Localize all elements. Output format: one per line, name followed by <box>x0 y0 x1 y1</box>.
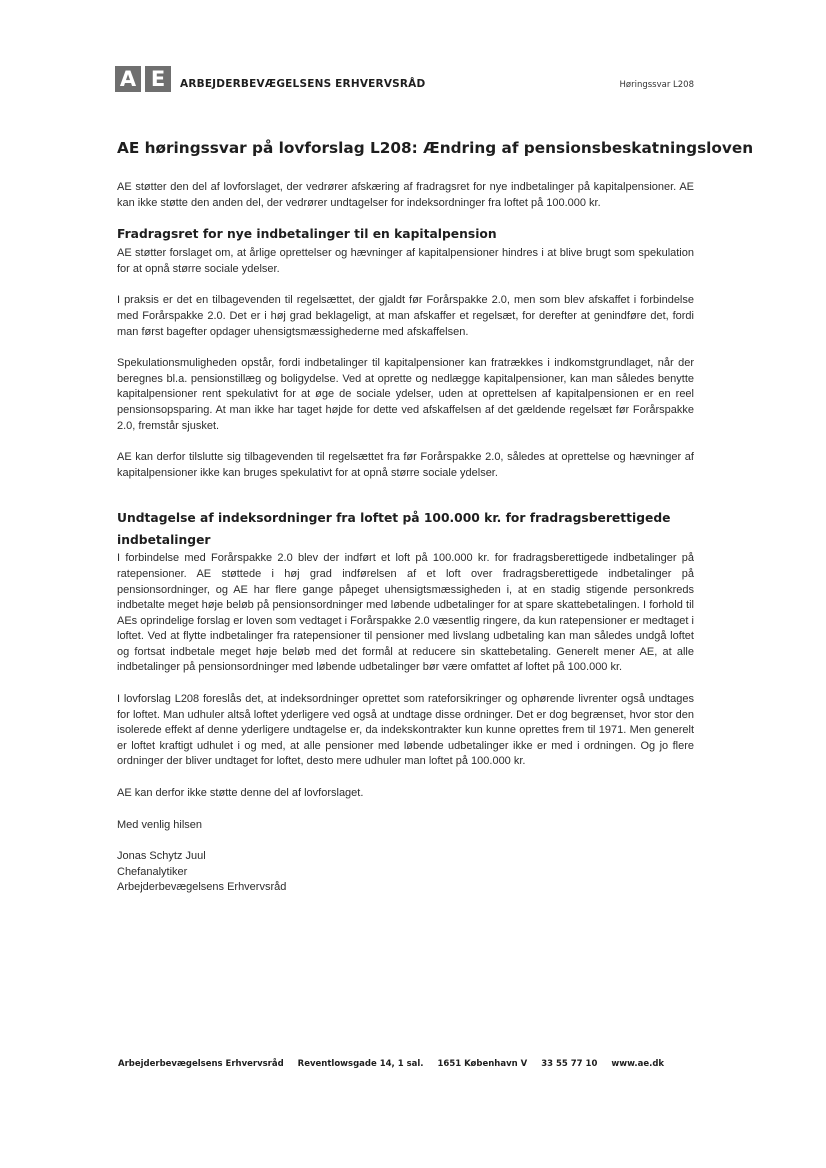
section1-paragraph-2: I praksis er det en tilbagevenden til regelsættet, der gjaldt før Forårspakke 2.0, men som blev afskaffet i forbindelse med Forårspakke 2.0. Det er i høj grad beklageligt, at man afskaffer et regelsæt, for derefter at genindføre det, fordi man først bagefter opdager uhensigtsmæssighederne med afskaffelsen. <box>117 294 694 338</box>
section2-paragraph-1: I forbindelse med Forårspakke 2.0 blev der indført et loft på 100.000 kr. for fradragsberettigede indbetalinger på ratepensioner. AE støttede i høj grad indførelsen af et loft over fradragsberettigede indbetalinger på pensionsordninger, og AE har flere gange påpeget uhensigtsmæssigheden i, at en stadig stigende personkreds indbetalte meget høje beløb på pensionsordninger med løbende udbetalinger for at spare skattebetalingen. I forhold til AEs oprindelige forslag er loven som vedtaget i Forårspakke 2.0 væsentlig ringere, da kun ratepensioner er medtaget i loftet. Ved at flytte indbetalinger fra ratepensioner til pensioner med livslang udbetaling kan man således undgå loftet og fortsat indbetale meget høje beløb med det formål at reducere sin skattebetaling. Generelt mener AE, at alle indbetalinger på pensionsordninger med løbende udbetalinger bør være omfattet af loftet på 100.000 kr. <box>117 552 694 674</box>
signature-name: Jonas Schytz Juul <box>117 850 206 863</box>
signature-role: Chefanalytiker <box>117 865 188 878</box>
section2-heading: Undtagelse af indeksordninger fra loftet på 100.000 kr. for fradragsberettigede indbetalinger <box>117 511 671 548</box>
section1-paragraph-1: AE støtter forslaget om, at årlige oprettelser og hævninger af kapitalpensioner hindres i at blive brugt som spekulation for at opnå større sociale ydelser. <box>117 247 694 275</box>
footer-city: 1651 København V <box>437 1059 528 1069</box>
header-org-name: ARBEJDERBEVÆGELSENS ERHVERVSRÅD <box>180 78 426 90</box>
ae-logo <box>115 66 171 92</box>
logo-letter-e: E <box>145 66 171 92</box>
document-reference: Høringssvar L208 <box>619 80 694 90</box>
document-title: AE høringssvar på lovforslag L208: Ændring af pensionsbeskatningsloven <box>117 139 754 157</box>
section2-paragraph-2: I lovforslag L208 foreslås det, at indeksordninger oprettet som rateforsikringer og ophørende livrenter også undtages for loftet. Man udhuler altså loftet yderligere ved også at undtage disse ordninger. Det er dog begrænset, hvor stor den isolerede effekt af denne yderligere undtagelse er, da indekskontrakter kun kunne oprettes frem til 1971. Men generelt er loftet kraftigt udhulet i og med, at alle pensioner med løbende udbetalinger ikke er med i ordningen. Og jo flere ordninger der bliver undtaget for loftet, desto mere udhuler man loftet på 100.000 kr. <box>117 693 694 768</box>
signature-org: Arbejderbevægelsens Erhvervsråd <box>117 881 287 894</box>
closing-greeting: Med venlig hilsen <box>117 818 202 831</box>
signature-block <box>117 849 694 896</box>
document-body <box>117 180 694 896</box>
footer-org: Arbejderbevægelsens Erhvervsråd <box>118 1059 284 1069</box>
section2-paragraph-3: AE kan derfor ikke støtte denne del af lovforslaget. <box>117 787 364 800</box>
intro-paragraph: AE støtter den del af lovforslaget, der vedrører afskæring af fradragsret for nye indbetalinger på kapitalpensioner. AE kan ikke støtte den anden del, der vedrører undtagelser for indeksordninger fra loftet på 100.000 kr. <box>117 181 694 209</box>
footer-phone: 33 55 77 10 <box>541 1059 598 1069</box>
section1-heading: Fradragsret for nye indbetalinger til en kapitalpension <box>117 227 497 242</box>
page-footer <box>118 1059 675 1069</box>
section1-paragraph-3: Spekulationsmuligheden opstår, fordi indbetalinger til kapitalpensioner kan fratrækkes i indkomstgrundlaget, når der beregnes bl.a. pensionstillæg og boligydelse. Ved at oprette og nedlægge kapitalpensioner, kan man således benytte kapitalpensioner rent spekulativt for at øge de sociale ydelser, uden at oprettelsen af kapitalpensionen er en reel pensionsopsparing. At man ikke har taget højde for dette ved afskaffelsen af det gældende regelsæt før Forårspakke 2.0, fremstår sjusket. <box>117 357 694 432</box>
footer-web[interactable]: www.ae.dk <box>611 1059 665 1069</box>
footer-address: Reventlowsgade 14, 1 sal. <box>297 1059 424 1069</box>
section1-paragraph-4: AE kan derfor tilslutte sig tilbagevenden til regelsættet fra før Forårspakke 2.0, således at oprettelse og hævninger af kapitalpensioner ikke kan bruges spekulativt for at opnå større sociale ydelser. <box>117 451 694 479</box>
logo-letter-a: A <box>115 66 141 92</box>
